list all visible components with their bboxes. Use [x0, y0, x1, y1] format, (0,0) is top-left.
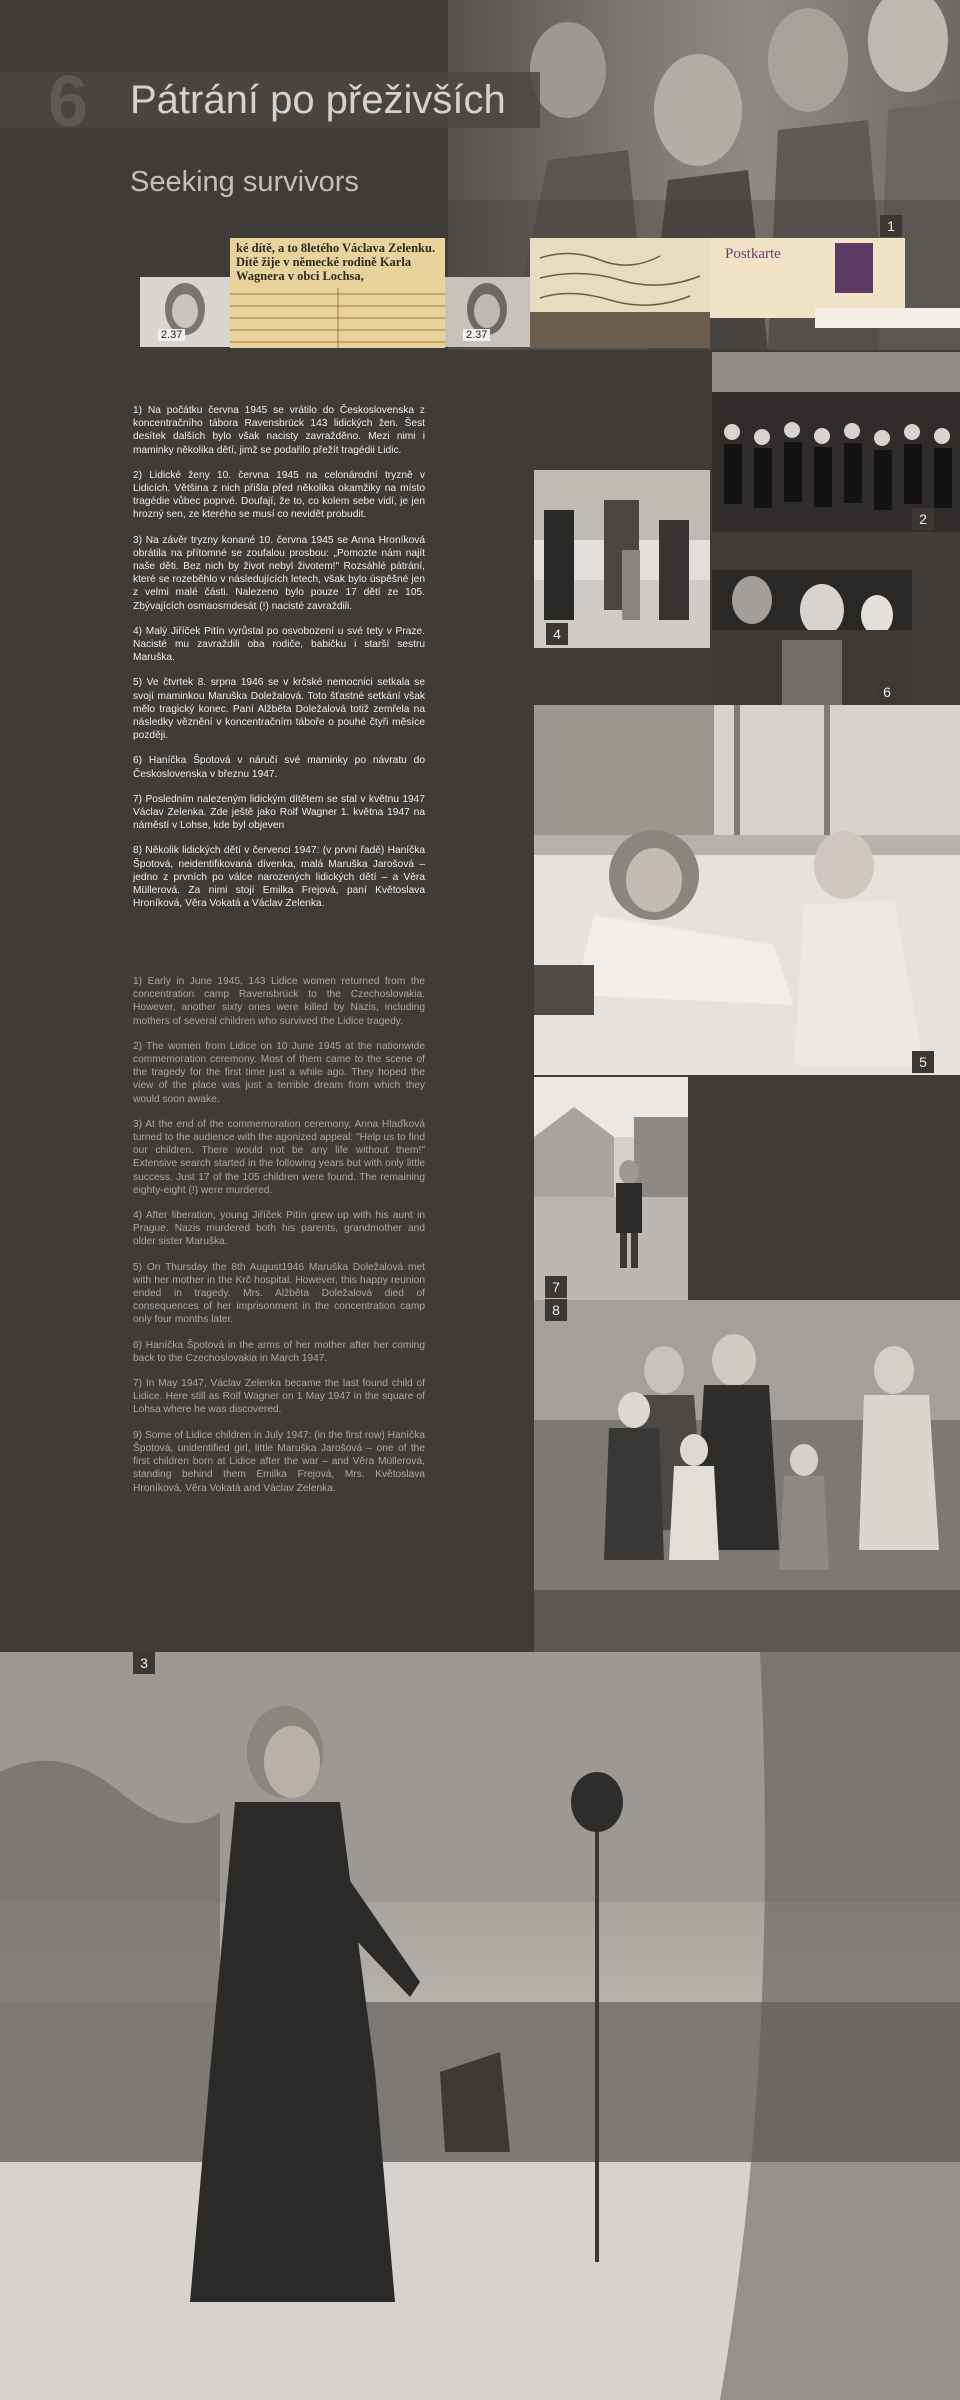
caption-en-6: 6) Haníčka Špotová in the arms of her mother after her coming back to the Czechoslovakia in March 1947.: [133, 1339, 425, 1364]
caption-cz-6: 6) Haníčka Špotová v náručí své maminky po návratu do Československa v březnu 1947.: [133, 755, 425, 780]
caption-en-3: 3) At the end of the commemoration ceremony, Anna Hlaďková turned to the audience with the agonized appeal: "Help us to find our children. There would not be any life without them!" Extensive search started in the following years but with only little success. Just 17 of the 105 children were found. The remaining eighty-eight (!) were murdered.: [133, 1118, 425, 1196]
handwritten-letter: [530, 238, 710, 348]
caption-en-7: 7) In May 1947, Václav Zelenka became the last found child of Lidice. Here still as Rolf Wagner on 1 May 1947 in the square of Lohsa where he was discovered.: [133, 1378, 425, 1416]
caption-cz-5: 5) Ve čtvrtek 8. srpna 1946 se v krčské nemocnici setkala se svojí maminkou Maruška Doležalová. Toto šťastné setkání však mělo tragický konec. Paní Alžběta Doležalová totiž zemřela na následky věznění v koncentračním táboře o pouhé čtyři měsíce později.: [133, 677, 425, 742]
czech-captions: [133, 404, 425, 923]
caption-cz-2: 2) Lidické ženy 10. června 1945 na celonárodní tryzně v Lidicích. Většina z nich přišla před několika okamžiky na místo tragédie vůbec poprvé. Doufají, že to, co kolem sebe vidí, je jen hrozný sen, ze kterého se musí co nevidět probudit.: [133, 469, 425, 521]
card-number-left: 2.37: [158, 329, 185, 341]
photo-commemoration-speech: [0, 1652, 960, 2400]
child-portrait-left: [140, 277, 230, 347]
caption-cz-3: 3) Na závěr tryzny konané 10. června 1945 se Anna Hroníková obrátila na přítomné se zoufalou prosbou: „Pomozte nám najít naše děti. Bez nich by život nebyl životem!" Rozsáhlé pátrání, které se rozeběhlo v následujících letech, však bylo úspěšné jen z velmi malé části. Nalezeno bylo pouze 17 dětí ze 105. Zbývajících osmaosmdesát (!) nacisté zavraždili.: [133, 534, 425, 612]
document-strip-edge: [815, 308, 960, 328]
card-number-right: 2.37: [463, 329, 490, 341]
caption-en-8: 9) Some of Lidice children in July 1947: (in the first row) Haníčka Špotová, unidentified girl, little Maruška Jarošová – one of the first children born at Lidice after the war – and Věra Müllerová, standing behind them Emilka Frejová, Mrs. Květoslava Hroníková, Věra Vokatá and Václav Zelenka.: [133, 1429, 425, 1494]
caption-en-2: 2) The women from Lidice on 10 June 1945 at the nationwide commemoration ceremony. Most of them came to the scene of the tragedy for the first time just a while ago. They hoped the view of the place was just a terrible dream from which they would soon awake.: [133, 1040, 425, 1105]
photo-badge-5: 5: [912, 1051, 934, 1073]
caption-en-5: 5) On Thursday the 8th August1946 Maruška Doležalová met with her mother in the Krč hospital. However, this happy reunion ended in tragedy. Mrs. Alžběta Doležalová died of consequences of her imprisonment in the concentration camp only four months later.: [133, 1261, 425, 1326]
photo-boy-aunt-prague: [534, 470, 710, 648]
caption-cz-8: 8) Několik lidických dětí v červenci 1947: (v první řadě) Haníčka Špotová, neidentifikovaná dívenka, malá Maruška Jarošová – jedno z prvních po válce narozených lidických dětí – a Věra Müllerová. Za nimi stojí Emilka Frejová, paní Květoslava Hroníková, Věra Vokatá a Václav Zelenka.: [133, 845, 425, 910]
section-number: 6: [48, 62, 89, 142]
caption-cz-4: 4) Malý Jiříček Pitín vyrůstal po osvobození u své tety v Praze. Nacisté mu zavraždili oba rodiče, babičku i starší sestru Maruška.: [133, 625, 425, 664]
caption-cz-7: 7) Posledním nalezeným lidickým dítětem se stal v květnu 1947 Václav Zelenka. Zde ještě jako Rolf Wagner 1. května 1947 na náměstí v Lohse, kde byl objeven: [133, 793, 425, 832]
photo-badge-7: 7: [545, 1276, 567, 1298]
postage-stamp: [835, 243, 873, 293]
page-title-english: Seeking survivors: [130, 166, 359, 198]
photo-badge-3: 3: [133, 1652, 155, 1674]
photo-badge-8: 8: [545, 1299, 567, 1321]
newspaper-clipping: [230, 238, 445, 348]
crowd-figures: [712, 352, 960, 532]
photo-hospital-reunion: [534, 705, 960, 1075]
clipping-text: ké dítě, a to 8letého Václava Zelenku. Dítě žije v německé rodině Karla Wagnera v obci Lochsa,: [236, 241, 436, 283]
boy-square-figures: [534, 1077, 688, 1300]
photo-women-returning: [712, 352, 960, 532]
english-captions: [133, 975, 425, 1507]
caption-en-4: 4) After liberation, young Jiříček Pitín grew up with his aunt in Prague. Nazis murdered both his parents, grandmother and older sister Maruška.: [133, 1210, 425, 1248]
postcard-label: Postkarte: [725, 246, 781, 262]
photo-boy-lohsa-square: [534, 1077, 688, 1300]
caption-en-1: 1) Early in June 1945, 143 Lidice women returned from the concentration camp Ravensbrück to the Czechoslovakia. However, another sixty ones were killed by Nazis, including mothers of several children who survived the Lidice tragedy.: [133, 976, 425, 1027]
child-portrait-right: [445, 277, 530, 347]
photo-badge-1: 1: [880, 215, 902, 237]
street-figures: [534, 470, 710, 648]
photo-badge-2: 2: [912, 508, 934, 530]
photo-badge-6: 6: [876, 681, 898, 703]
hospital-bed-figures: [534, 705, 960, 1075]
photo-group-children-1947: [534, 1300, 960, 1652]
speech-scene: [0, 1652, 960, 2400]
group-figures: [534, 1300, 960, 1652]
photo-badge-4: 4: [546, 623, 568, 645]
page-title-czech: Pátrání po přeživších: [130, 78, 506, 122]
clipping-table-lines: [230, 288, 445, 348]
caption-cz-1: 1) Na počátku června 1945 se vrátilo do Československa z koncentračního tábora Ravensbrück 143 lidických žen. Šest desítek dalších bylo však nacisty zavražděno. Mezi nimi i maminky několika dětí, jimž se podařilo přežít tragédii Lidic.: [133, 405, 425, 456]
postcard: [710, 238, 905, 318]
